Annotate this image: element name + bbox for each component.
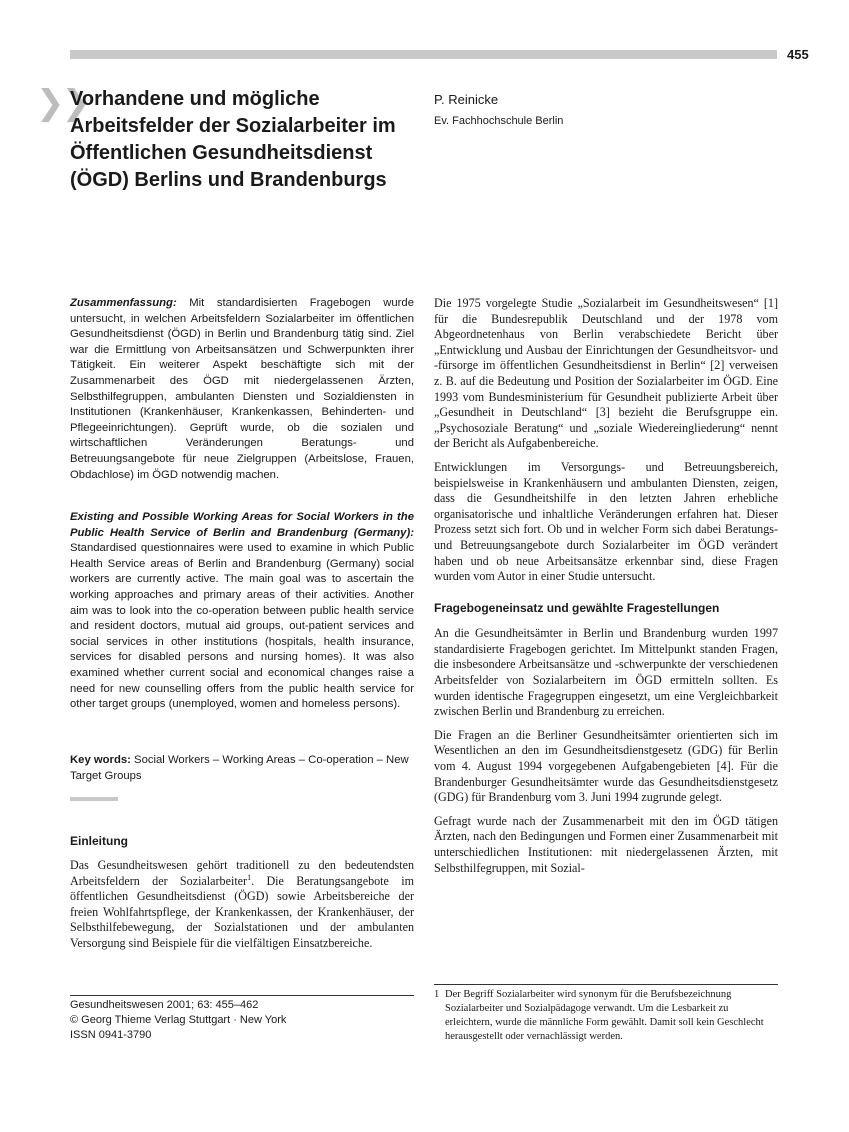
publication-info xyxy=(70,998,286,1043)
abstract-german xyxy=(70,296,414,483)
publication-issn: ISSN 0941-3790 xyxy=(70,1029,152,1041)
article-title: Vorhandene und mögliche Arbeitsfelder der Sozialarbeiter im Öffentlichen Gesundheitsdienst (ÖGD) Berlins und Brandenburgs xyxy=(70,88,396,191)
abstract-german-label: Zusammenfassung: xyxy=(70,297,177,309)
intro-paragraph xyxy=(70,858,414,960)
section-heading-einleitung: Einleitung xyxy=(70,834,128,848)
footnote-text: Der Begriff Sozialarbeiter wird synonym für die Berufsbezeichnung Sozialarbeiter und Sozialpädagoge verwandt. Um die Lesbarkeit zu erleichtern, wurde die männliche Form gewählt. Damit soll kein Geschlecht herausgestellt oder vernachlässigt werden. xyxy=(445,989,764,1042)
body-paragraph: Entwicklungen im Versorgungs- und Betreuungsbereich, beispielsweise in Krankenhäusern und ambulanten Diensten, zeigen, dass die Gesundheitshilfe in den letzten Jahren erhebliche organisatorische und inhaltliche Veränderungen erfahren hat. Dieser Prozess setzt sich fort. Ob und in welcher Form sich dabei Beratungs- und Betreuungsangebote durch Sozialarbeiter im ÖGD verändert haben und ob neue Arbeitsansätze erkennbar sind, diese Fragen wurden vom Autor in einer Studie untersucht. xyxy=(434,459,778,584)
chevron-icon: ❯❯ xyxy=(36,84,87,122)
footnote-marker: 1 xyxy=(247,872,252,882)
body-paragraph: An die Gesundheitsämter in Berlin und Brandenburg wurden 1997 standardisierte Fragebogen gerichtet. Im Mittelpunkt standen Fragen, die insbesondere Arbeitsansätze und -schwerpunkte der verschiedenen Arbeitsfelder von Sozialarbeitern im ÖGD ermitteln sollten. Es wurden identische Fragegruppen eingesetzt, um eine Vergleichbarkeit zwischen Berlin und Brandenburg zu erreichen. xyxy=(434,626,778,719)
abstract-english-text: Standardised questionnaires were used to examine in which Public Health Service areas of Berlin and Brandenburg (Germany) social workers are currently active. The main goal was to ascertain the working approaches and primary areas of their activities. Another aim was to look into the co-operation between public health service and resident doctors, mutual aid groups, out-patient services and social services in other institutions (hospitals, health insurance, services for disabled persons and nursing homes). It was also examined whether current social and economical changes raise a need for new counselling offers from the public health service for other target groups (unemployed, women and homeless persons). xyxy=(70,542,414,711)
keywords-label: Key words: xyxy=(70,754,131,766)
abstract-german-text: Mit standardisierten Fragebogen wurde untersucht, in welchen Arbeitsfeldern Sozialarbeiter im öffentlichen Gesundheitsdienst (ÖGD) in Berlin und Brandenburg tätig sind. Ziel war die Ermittlung von Arbeitsansätzen und Schwerpunkten ihrer Tätigkeit. Ein weiterer Aspekt beschäftigte sich mit der Zusammenarbeit des ÖGD mit niedergelassenen Ärzten, Selbsthilfegruppen, ambulanten Diensten und Sozialdiensten in Institutionen (Krankenhäuser, Krankenkassen, Behinderten- und Pflegeeinrichtungen). Geprüft wurde, ob die sozialen und wirtschaftlichen Veränderungen Beratungs- und Betreuungsangebote für neue Zielgruppen (Arbeitslose, Frauen, Obdachlose) im ÖGD notwendig machen. xyxy=(70,297,414,481)
footnote xyxy=(434,988,778,1044)
section-divider xyxy=(70,797,118,801)
body-paragraph: Die Fragen an die Berliner Gesundheitsämter orientierten sich im Wesentlichen an den im Gesundheitsdienstgesetz (GDG) für Berlin vom 4. August 1994 vorgegebenen Aufgabengebieten [4]. Für die Brandenburger Gesundheitsämter wurde das Gesundheitsdienstgesetz (GDG) für Brandenburg vom 3. Juni 1994 zugrunde gelegt. xyxy=(434,727,778,805)
keywords xyxy=(70,753,414,784)
publication-journal: Gesundheitswesen 2001; 63: 455–462 xyxy=(70,999,259,1011)
author-affiliation: Ev. Fachhochschule Berlin xyxy=(434,115,564,127)
page-number: 455 xyxy=(787,47,809,62)
author-name: P. Reinicke xyxy=(434,92,499,107)
publication-rule xyxy=(70,995,414,996)
abstract-english xyxy=(70,510,414,713)
body-paragraph: Die 1975 vorgelegte Studie „Sozialarbeit im Gesundheitswesen“ [1] für die Bundesrepublik Deutschland und der 1978 vom Abgeordnetenhaus von Berlin verabschiedete Bericht über „Entwicklung und Ausbau der Einrichtungen der Gesundheitsvor- und -fürsorge im öffentlichen Gesundheitsdienst in Berlin“ [2] verweisen z. B. auf die Bedeutung und Position der Sozialarbeiter im ÖGD. Eine 1993 vom Bundesministerium für Gesundheit publizierte Arbeit über „Gesundheit in Deutschland“ [3] bezieht die Berufsgruppe ein. „Psychosoziale Beratung“ und „soziale Wiedereingliederung“ nennt der Bericht als Aufgabenbereiche. xyxy=(434,296,778,451)
intro-text: Das Gesundheitswesen gehört traditionell zu den bedeutendsten Arbeitsfeldern der Sozialarbeiter xyxy=(70,858,414,888)
header-rule xyxy=(70,50,777,59)
body-paragraph: Gefragt wurde nach der Zusammenarbeit mit den im ÖGD tätigen Ärzten, nach den Bedingungen und Formen einer Zusammenarbeit mit unterschiedlichen Institutionen: mit niedergelassenen Ärzten, mit Selbsthilfegruppen, mit Sozial- xyxy=(434,813,778,875)
footnote-rule xyxy=(434,984,778,985)
footnote-number: 1 xyxy=(434,989,440,1000)
body-right-column xyxy=(434,296,778,884)
section-heading-fragebogen: Fragebogeneinsatz und gewählte Fragestellungen xyxy=(434,600,720,615)
keywords-text: Social Workers – Working Areas – Co-operation – New Target Groups xyxy=(70,754,409,782)
abstract-english-label: Existing and Possible Working Areas for Social Workers in the Public Health Service of Berlin and Brandenburg (Germany): xyxy=(70,511,414,539)
intro-text-cont: . Die Beratungsangebote im öffentlichen Gesundheitsdienst (ÖGD) sowie Arbeitsbereiche der freien Wohlfahrtspflege, der Krankenkassen, der Krankenhäuser, der Selbsthilfebewegung, der Sozialstationen und der ambulanten Versorgung sind Beispiele für die vielfältigen Einsatzbereiche. xyxy=(70,873,414,950)
publication-publisher: © Georg Thieme Verlag Stuttgart · New York xyxy=(70,1014,287,1026)
